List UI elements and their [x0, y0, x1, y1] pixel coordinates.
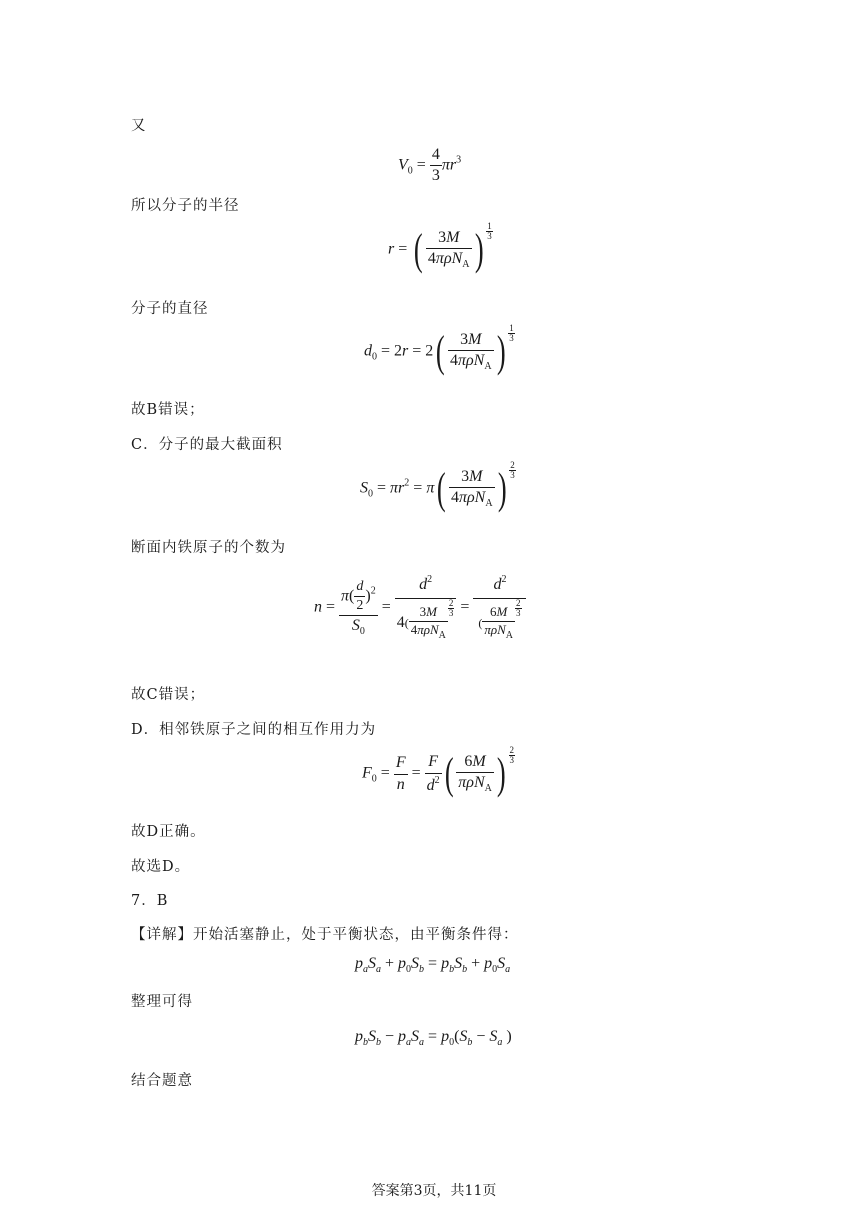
page-footer: 答案第3页，共11页 — [371, 1183, 497, 1199]
text-line-7: 故C错误； — [131, 687, 206, 703]
text-line-12: 【详解】开始活塞静止，处于平衡状态，由平衡条件得： — [131, 927, 519, 943]
text-line-6: 断面内铁原子的个数为 — [131, 540, 286, 556]
equation-balance: $p_aS_a + p_0S_b = p_bS_b + p_0S_a$ — [355, 955, 511, 975]
equation-atom-count: n = π( $\frac{d}{2}$ )$^2$ $S_0$ = $d^2$ 4( $\frac{3M}{4\pi\rho N_A}$ $\frac{2}{3}$ = $d^2$ ( $\frac{6M}{\pi\rho N_A}$ $\frac{2}{3}$ — [314, 574, 526, 642]
text-line-10: 故选D。 — [131, 859, 191, 875]
equation-cross-section: $S_0 = \pi r^2 = \pi$( $\frac{3M}{4\pi\rho N_A}$ ) $\frac{2}{3}$ — [360, 460, 515, 513]
text-line-14: 结合题意 — [131, 1073, 193, 1089]
text-line-9: 故D正确。 — [131, 824, 206, 840]
text-line-8: D．相邻铁原子之间的相互作用力为 — [131, 722, 377, 738]
text-line-3: 分子的直径 — [131, 301, 209, 317]
equation-force: $F_0$ = $\frac{F}{n}$ = $\frac{F}{d^2}$ ( $\frac{6M}{\pi\rho N_A}$ ) $\frac{2}{3}$ — [362, 745, 515, 798]
text-line-11: 7．B — [131, 893, 169, 909]
text-line-13: 整理可得 — [131, 994, 193, 1010]
text-line-1: 又 — [131, 118, 147, 134]
equation-rearranged: $p_bS_b - p_aS_a = p_0(S_b - S_a$ ) — [355, 1028, 512, 1048]
text-line-2: 所以分子的半径 — [131, 198, 240, 214]
equation-volume: $V_0$ = $\frac{4}{3}$ $\pi r^3$ — [398, 146, 462, 185]
text-line-4: 故B错误； — [131, 402, 205, 418]
equation-radius: r = ( $\frac{3M}{4\pi\rho N_A}$ ) $\frac{1}{3}$ — [388, 221, 492, 274]
text-line-5: C．分子的最大截面积 — [131, 437, 283, 453]
equation-diameter: $d_0 = 2r = 2$( $\frac{3M}{4\pi\rho N_A}$ ) $\frac{1}{3}$ — [364, 323, 514, 376]
